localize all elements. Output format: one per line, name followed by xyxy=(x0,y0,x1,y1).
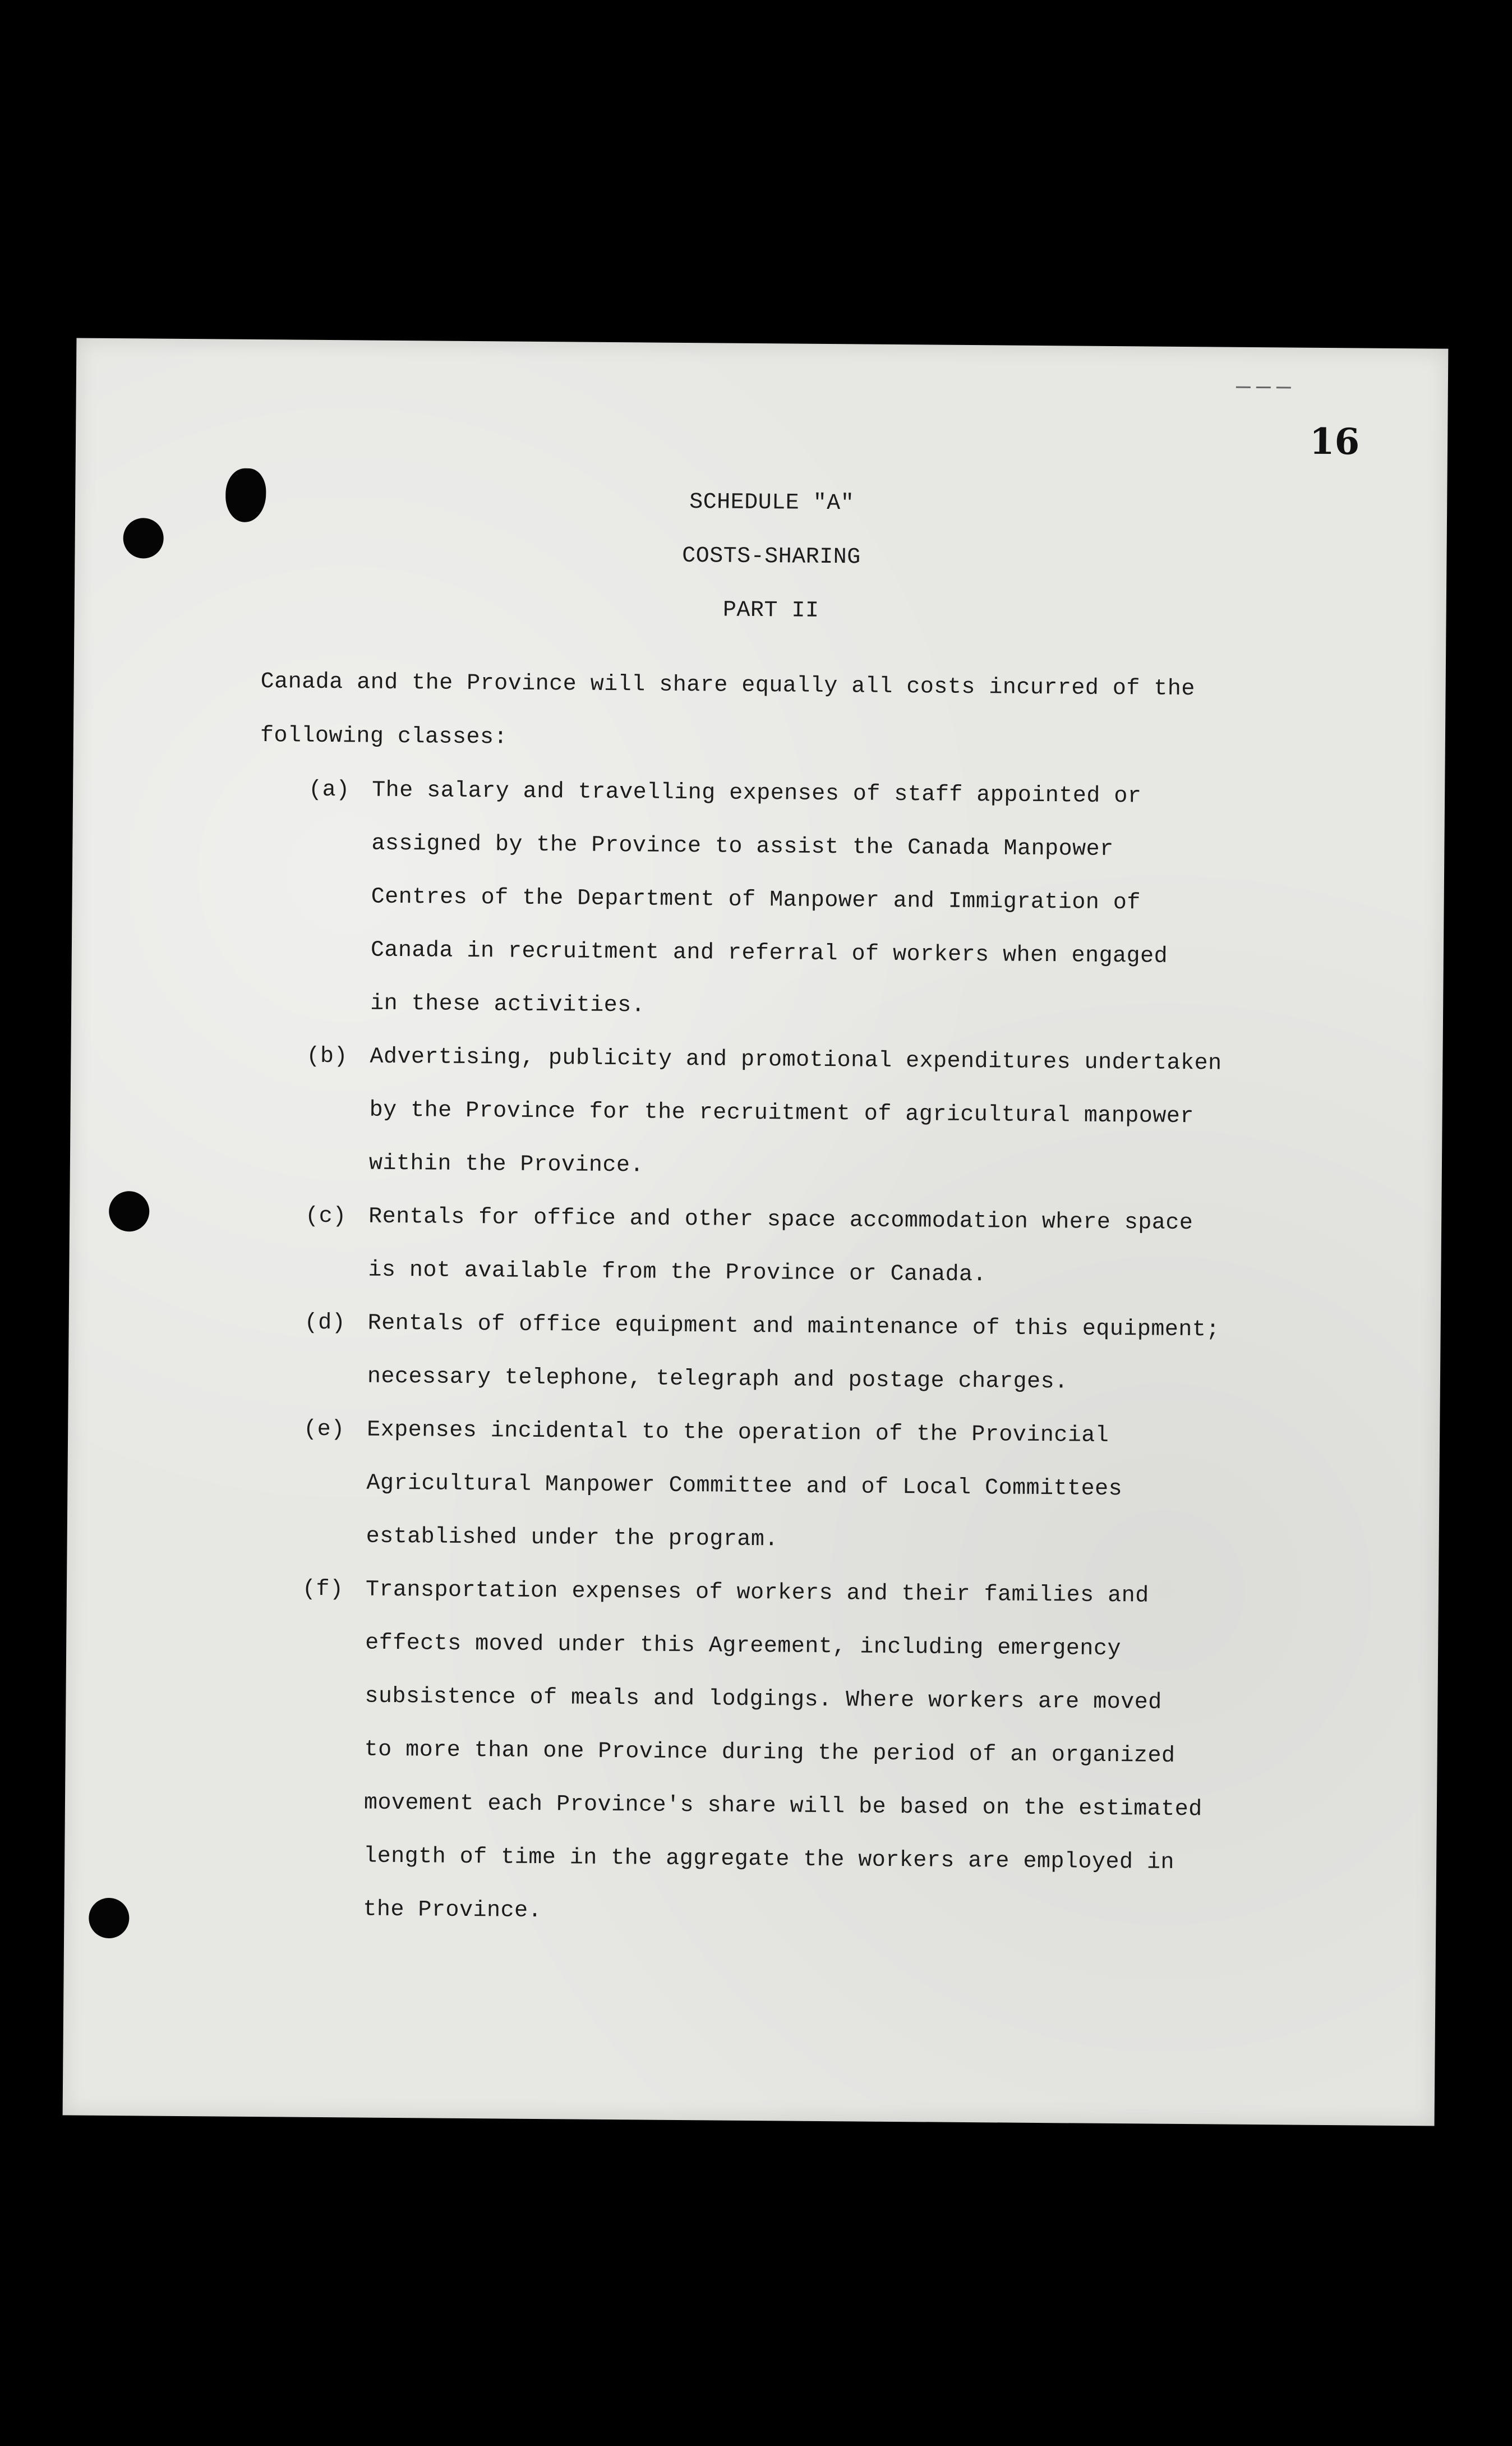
item-line: length of time in the aggregate the workers are employed in xyxy=(363,1843,1175,1875)
punch-hole-bottom xyxy=(89,1898,130,1939)
item-line: Expenses incidental to the operation of the Provincial xyxy=(367,1417,1109,1449)
item-line: Advertising, publicity and promotional expenditures undertaken xyxy=(370,1044,1222,1077)
intro-line: following classes: xyxy=(260,723,508,751)
item-line: assigned by the Province to assist the Canada Manpower xyxy=(371,831,1114,862)
item-letter: (b) xyxy=(306,1043,348,1070)
item-letter: (a) xyxy=(308,777,350,803)
item-line: within the Province. xyxy=(368,1151,644,1179)
corner-mark xyxy=(1276,387,1291,388)
item-line: movement each Province's share will be based on the estimated xyxy=(363,1790,1202,1823)
item-line: by the Province for the recruitment of agricultural manpower xyxy=(369,1097,1195,1130)
item-line: Centres of the Department of Manpower and Immigration of xyxy=(371,884,1141,916)
intro-line: Canada and the Province will share equally all costs incurred of the xyxy=(260,669,1196,702)
item-line: the Province. xyxy=(363,1897,542,1924)
item-line: The salary and travelling expenses of staff appointed or xyxy=(371,778,1142,810)
item-letter: (d) xyxy=(304,1310,346,1336)
item-line: Rentals for office and other space accommodation where space xyxy=(368,1204,1193,1236)
item-line: Rentals of office equipment and maintenance of this equipment; xyxy=(367,1311,1220,1343)
item-line: established under the program. xyxy=(366,1524,778,1553)
item-letter: (f) xyxy=(302,1576,344,1603)
document-page xyxy=(63,338,1449,2126)
part-heading: PART II xyxy=(722,597,819,624)
item-line: is not available from the Province or Canada. xyxy=(368,1257,987,1288)
item-line: effects moved under this Agreement, including emergency xyxy=(365,1630,1122,1662)
item-line: Agricultural Manpower Committee and of Local Committees xyxy=(366,1470,1123,1502)
item-line: to more than one Province during the period of an organized xyxy=(364,1737,1176,1769)
item-line: Canada in recruitment and referral of workers when engaged xyxy=(370,937,1168,969)
schedule-heading: SCHEDULE "A" xyxy=(689,490,855,517)
item-line: in these activities. xyxy=(370,991,646,1019)
item-letter: (c) xyxy=(305,1203,347,1230)
costs-sharing-title: COSTS-SHARING xyxy=(681,543,861,571)
punch-hole-middle xyxy=(109,1191,150,1232)
corner-mark xyxy=(1236,387,1251,388)
item-line: subsistence of meals and lodgings. Where workers are moved xyxy=(365,1684,1162,1716)
page-number: 16 xyxy=(1309,420,1360,463)
corner-mark xyxy=(1256,387,1271,388)
item-line: necessary telephone, telegraph and postage charges. xyxy=(367,1364,1068,1395)
item-line: Transportation expenses of workers and their families and xyxy=(365,1577,1149,1609)
item-letter: (e) xyxy=(303,1417,345,1443)
